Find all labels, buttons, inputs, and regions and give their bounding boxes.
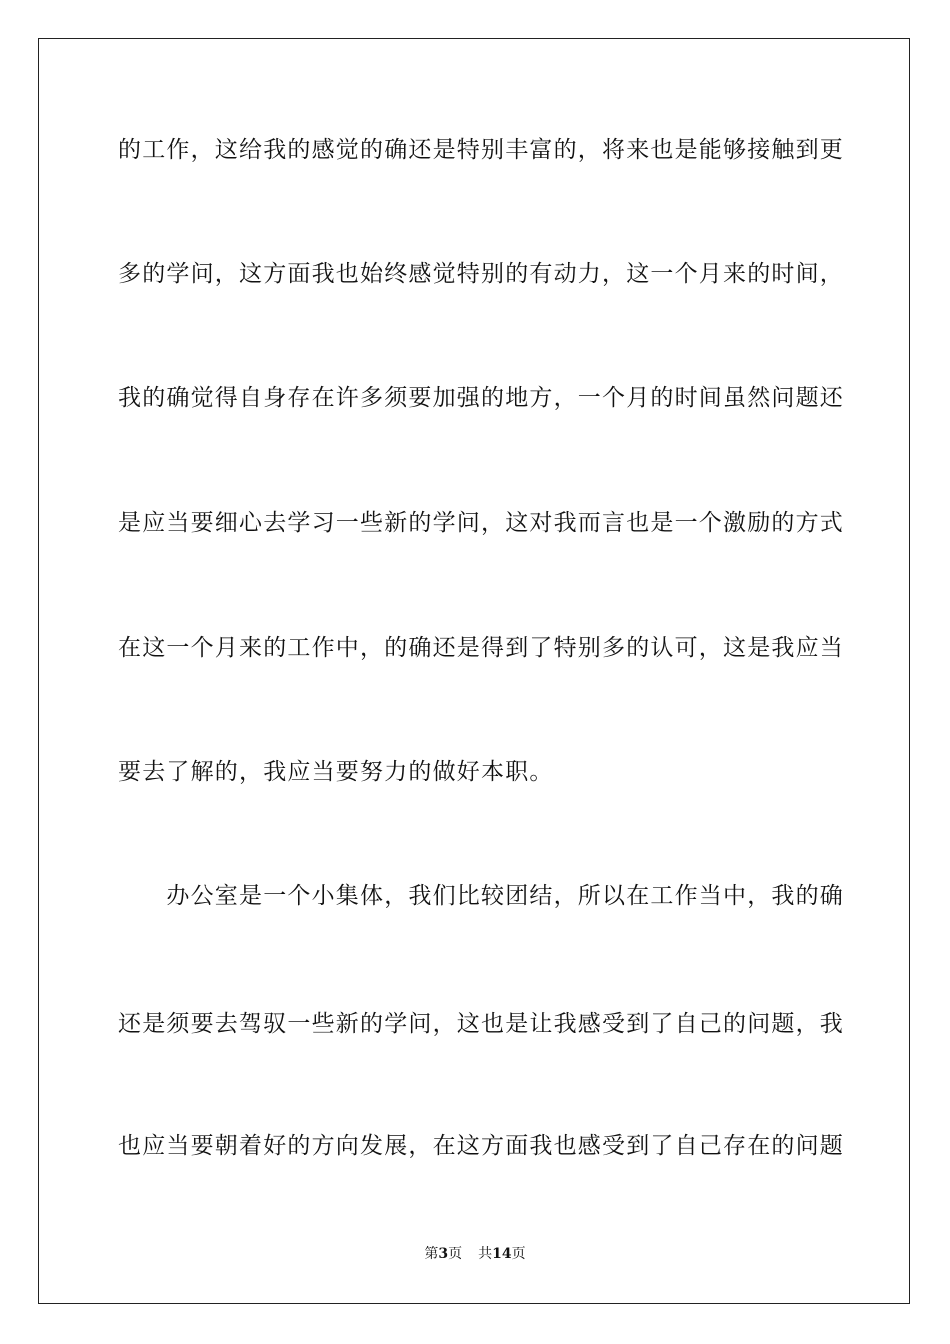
text-line-9: 也应当要朝着好的方向发展，在这方面我也感受到了自己存在的问题 [118, 1133, 844, 1159]
text-line-7: 办公室是一个小集体，我们比较团结，所以在工作当中，我的确 [118, 883, 844, 909]
total-pages: 14 [492, 1246, 512, 1262]
page-number: 3 [438, 1246, 449, 1262]
page-prefix: 第 [424, 1246, 439, 1262]
page-suffix: 页 [448, 1246, 463, 1262]
text-line-1: 的工作，这给我的感觉的确还是特别丰富的，将来也是能够接触到更 [118, 137, 844, 163]
total-prefix: 共 [478, 1246, 493, 1262]
page-border [38, 38, 910, 1304]
text-line-3: 我的确觉得自身存在许多须要加强的地方，一个月的时间虽然问题还 [118, 385, 844, 411]
text-line-5: 在这一个月来的工作中，的确还是得到了特别多的认可，这是我应当 [118, 635, 844, 661]
text-line-6: 要去了解的，我应当要努力的做好本职。 [118, 759, 554, 785]
text-line-8: 还是须要去驾驭一些新的学问，这也是让我感受到了自己的问题，我 [118, 1011, 844, 1037]
text-line-2: 多的学问，这方面我也始终感觉特别的有动力，这一个月来的时间， [118, 261, 844, 287]
total-suffix: 页 [511, 1246, 526, 1262]
page-footer [0, 1245, 950, 1263]
text-line-4: 是应当要细心去学习一些新的学问，这对我而言也是一个激励的方式 [118, 510, 844, 536]
